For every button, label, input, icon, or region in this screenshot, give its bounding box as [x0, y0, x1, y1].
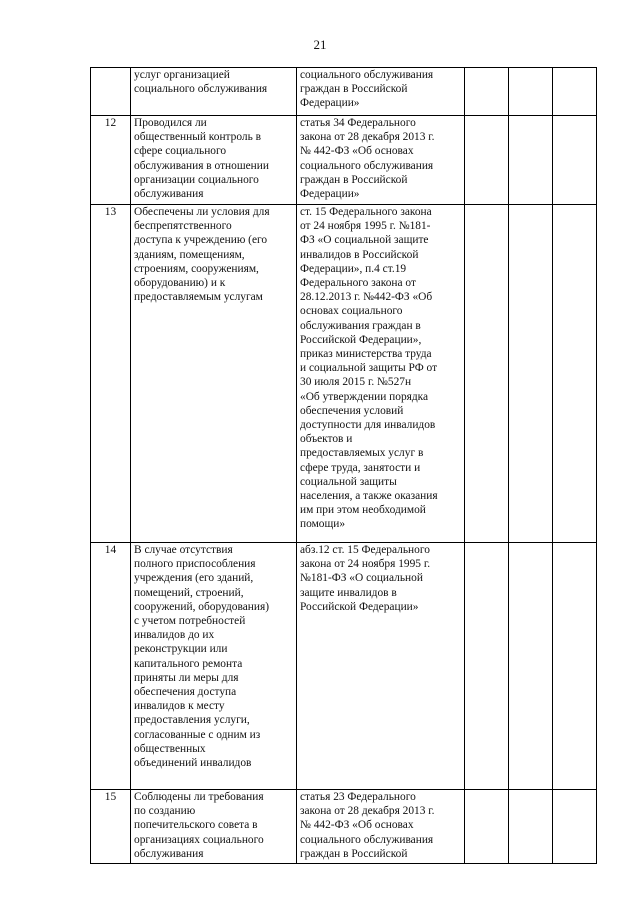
reference-line: Федерации» [300, 97, 360, 110]
reference-line: Российской Федерации» [300, 600, 419, 613]
question-line: доступа к учреждению (его [134, 234, 268, 247]
legal-reference-cell [297, 543, 465, 790]
answer-no-cell [509, 68, 553, 116]
row-number: 12 [91, 116, 131, 205]
reference-line: населения, а также оказания [300, 490, 438, 503]
question-line: организациях социального [134, 833, 264, 846]
reference-line: абз.12 ст. 15 Федерального [300, 544, 430, 556]
question-line: Обеспечены ли условия для [134, 206, 270, 218]
reference-line: объектов и [300, 433, 353, 446]
reference-line: предоставляемых услуг в [300, 447, 424, 460]
reference-line: № 442-ФЗ «Об основах [300, 145, 414, 158]
checklist-table [90, 67, 597, 864]
row-number: 15 [91, 790, 131, 864]
question-line: по созданию [134, 805, 196, 818]
reference-line: социального обслуживания [300, 159, 434, 172]
question-line: организации социального [134, 173, 259, 186]
question-line: объединений инвалидов [134, 757, 252, 770]
reference-line: № 442-ФЗ «Об основах [300, 819, 414, 832]
answer-na-cell [553, 205, 597, 543]
question-line: обслуживания [134, 188, 204, 201]
reference-line: закона от 24 ноября 1995 г. [300, 558, 431, 571]
question-line: предоставляемым услугам [134, 291, 263, 304]
question-line: социального обслуживания [134, 83, 268, 96]
legal-reference-cell [297, 205, 465, 543]
answer-no-cell [509, 790, 553, 864]
reference-line: основах социального [300, 305, 403, 318]
question-line: строениям, сооружениям, [134, 262, 259, 275]
legal-reference-cell [297, 68, 465, 116]
answer-na-cell [553, 68, 597, 116]
question-line: Соблюдены ли требования [134, 791, 264, 803]
legal-reference-cell [297, 790, 465, 864]
reference-line: статья 34 Федерального [300, 117, 416, 129]
reference-line: социальной защиты [300, 475, 397, 488]
question-line: обеспечения доступа [134, 686, 237, 699]
reference-line: им при этом необходимой [300, 504, 426, 517]
reference-line: ФЗ «О социальной защите [300, 234, 429, 247]
reference-line: и социальной защиты РФ от [300, 362, 438, 375]
reference-line: обслуживания граждан в [300, 319, 421, 332]
answer-yes-cell [465, 116, 509, 205]
reference-line: граждан в Российской [300, 847, 408, 860]
question-line: приняты ли меры для [134, 671, 239, 684]
question-line: учреждения (его зданий, [134, 572, 254, 585]
reference-line: приказ министерства труда [300, 348, 432, 361]
row-number: 13 [91, 205, 131, 543]
reference-line: граждан в Российской [300, 83, 408, 96]
table-row [91, 205, 597, 543]
reference-line: обеспечения условий [300, 404, 404, 417]
question-cell [131, 205, 297, 543]
question-line: сооружений, оборудования) [134, 600, 270, 613]
question-cell [131, 790, 297, 864]
question-line: полного приспособления [134, 558, 256, 571]
row-number [91, 68, 131, 116]
question-line: оборудованию) и к [134, 277, 226, 290]
table-row [91, 68, 597, 116]
reference-line: социального обслуживания [300, 69, 434, 81]
question-line: обслуживания в отношении [134, 159, 269, 172]
answer-na-cell [553, 790, 597, 864]
reference-line: сфере труда, занятости и [300, 461, 421, 474]
answer-na-cell [553, 116, 597, 205]
reference-line: защите инвалидов в [300, 586, 397, 599]
question-line: сфере социального [134, 145, 227, 158]
question-line: услуг организацией [134, 69, 230, 81]
reference-line: Федерального закона от [300, 277, 416, 290]
question-cell [131, 543, 297, 790]
row-number: 14 [91, 543, 131, 790]
question-line: Проводился ли [134, 117, 207, 129]
reference-line: от 24 ноября 1995 г. №181- [300, 220, 431, 233]
table-row [91, 543, 597, 790]
question-line: предоставления услуги, [134, 714, 250, 727]
reference-line: ст. 15 Федерального закона [300, 206, 432, 218]
reference-line: помощи» [300, 518, 346, 531]
reference-line: 30 июля 2015 г. №527н [300, 376, 412, 389]
reference-line: «Об утверждении порядка [300, 390, 429, 403]
question-cell [131, 68, 297, 116]
answer-no-cell [509, 116, 553, 205]
reference-line: инвалидов в Российской [300, 248, 419, 261]
answer-yes-cell [465, 205, 509, 543]
question-line: зданиям, помещениям, [134, 248, 245, 261]
question-line: общественных [134, 742, 206, 755]
page-number: 21 [313, 37, 327, 52]
reference-line: доступности для инвалидов [300, 419, 436, 432]
question-line: инвалидов к месту [134, 700, 225, 713]
reference-line: статья 23 Федерального [300, 791, 416, 803]
question-line: попечительского совета в [134, 819, 258, 832]
answer-yes-cell [465, 68, 509, 116]
table-row [91, 790, 597, 864]
reference-line: граждан в Российской [300, 173, 408, 186]
question-line: инвалидов до их [134, 629, 215, 642]
answer-yes-cell [465, 543, 509, 790]
question-line: общественный контроль в [134, 131, 261, 144]
table-row [91, 116, 597, 205]
answer-no-cell [509, 543, 553, 790]
reference-line: закона от 28 декабря 2013 г. [300, 131, 435, 144]
answer-no-cell [509, 205, 553, 543]
question-line: капитального ремонта [134, 657, 243, 670]
reference-line: 28.12.2013 г. №442-ФЗ «Об [300, 291, 433, 304]
reference-line: Российской Федерации», [300, 333, 422, 346]
reference-line: закона от 28 декабря 2013 г. [300, 805, 435, 818]
reference-line: Федерации» [300, 188, 360, 201]
question-line: с учетом потребностей [134, 615, 246, 628]
legal-reference-cell [297, 116, 465, 205]
question-cell [131, 116, 297, 205]
question-line: согласованные с одним из [134, 728, 261, 741]
question-line: реконструкции или [134, 643, 228, 656]
reference-line: социального обслуживания [300, 833, 434, 846]
answer-yes-cell [465, 790, 509, 864]
question-line: обслуживания [134, 847, 204, 860]
question-line: В случае отсутствия [134, 544, 233, 556]
reference-line: №181-ФЗ «О социальной [300, 572, 423, 585]
question-line: помещений, строений, [134, 586, 244, 599]
question-line: беспрепятственного [134, 220, 232, 233]
answer-na-cell [553, 543, 597, 790]
reference-line: Федерации», п.4 ст.19 [300, 262, 407, 275]
